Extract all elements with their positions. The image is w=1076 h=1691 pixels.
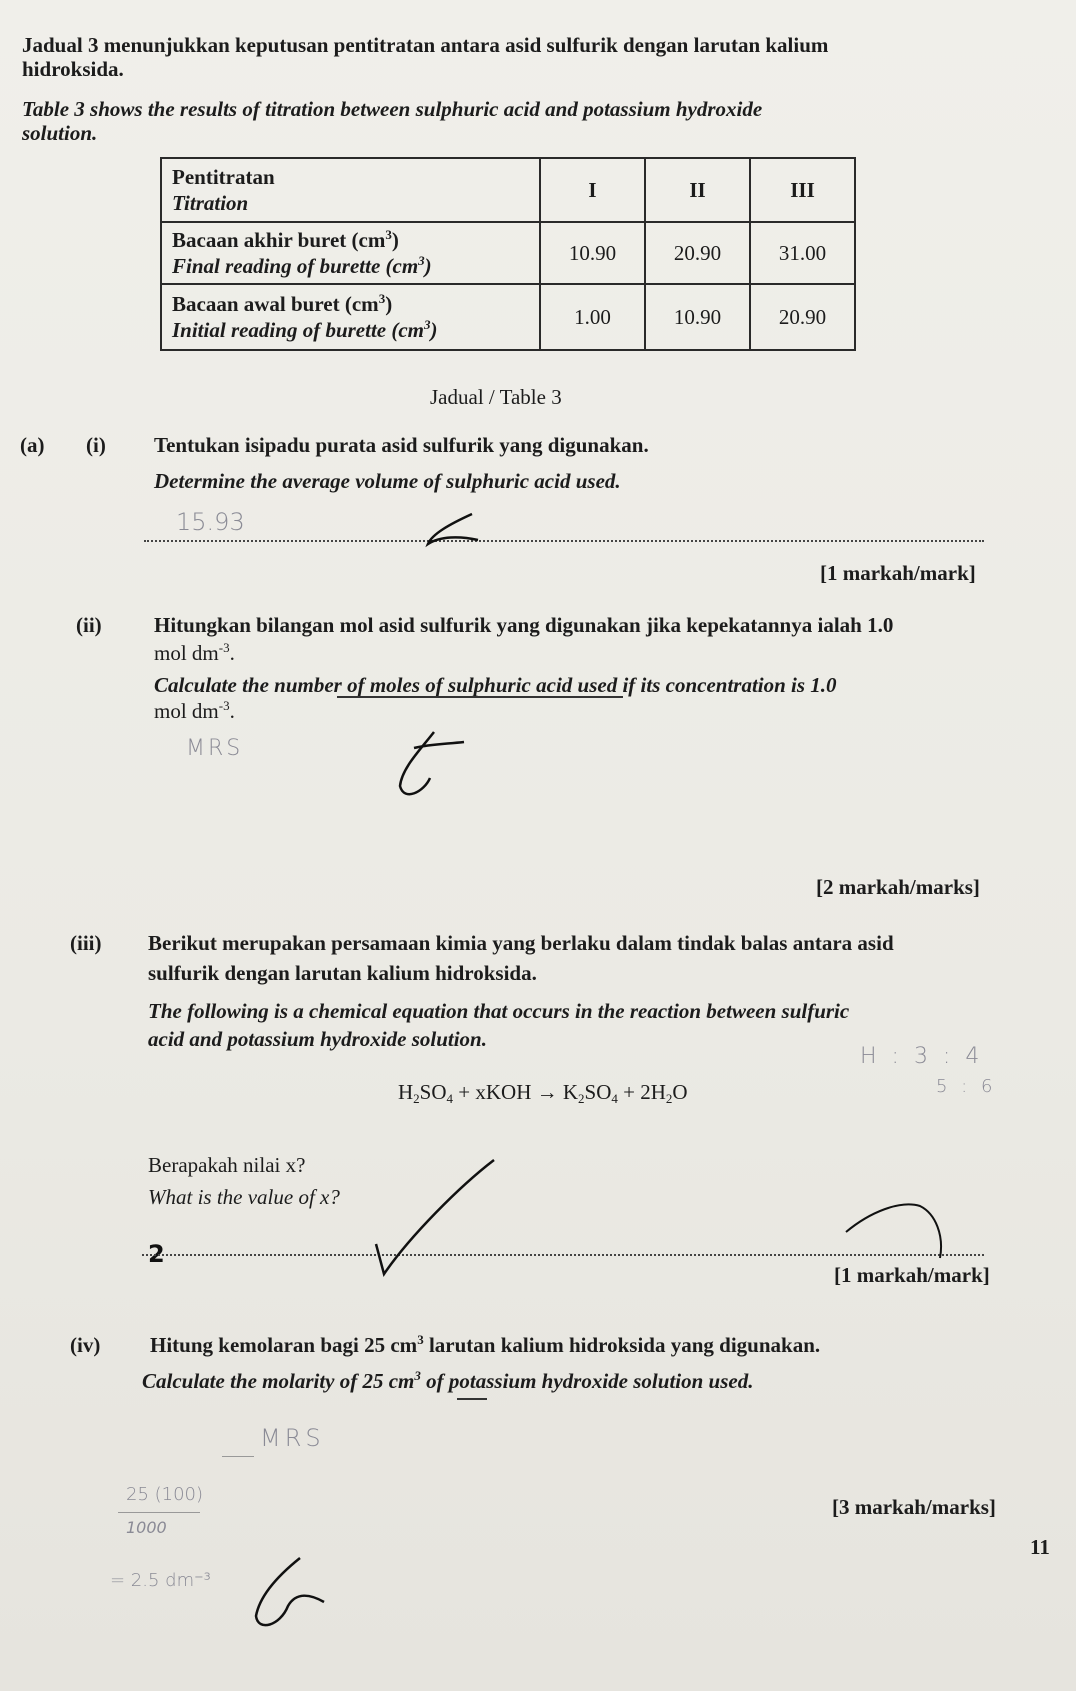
question-number: (iii) — [70, 931, 102, 955]
answer-line — [144, 540, 984, 542]
table-cell: 31.00 — [750, 222, 855, 284]
intro-english-line1: Table 3 shows the results of titration between sulphuric acid and potassium hydroxide — [22, 97, 763, 121]
col-header-3: III — [750, 158, 855, 222]
part-label: (a) — [20, 433, 45, 457]
intro-malay-line1: Jadual 3 menunjukkan keputusan pentitratan antara asid sulfurik dengan larutan kalium — [22, 33, 829, 57]
question-text-english: Calculate the molarity of 25 $cm^3$ of potassium hydroxide solution used. — [142, 1368, 754, 1393]
handwritten-denominator: 1000 — [126, 1518, 167, 1537]
question-unit-malay: mol $dm^{-3}$. — [154, 640, 235, 665]
table-row — [161, 222, 855, 284]
underline-mark — [457, 1398, 487, 1400]
col-header-1: I — [540, 158, 645, 222]
handwritten-note: H : 3 : 4 — [860, 1044, 984, 1069]
table-row — [161, 284, 855, 350]
marks-label: [1 markah/mark] — [834, 1263, 990, 1287]
question-text-malay-2: sulfurik dengan larutan kalium hidroksida. — [148, 961, 537, 985]
question-unit-english: mol $dm^{-3}$. — [154, 698, 235, 723]
handwritten-note: 5 : 6 — [936, 1076, 997, 1097]
question-number: (iv) — [70, 1333, 101, 1357]
header-english: Titration — [172, 191, 249, 215]
table-cell: 20.90 — [750, 284, 855, 350]
table-cell: 10.90 — [645, 284, 750, 350]
marks-label: [2 markah/marks] — [816, 875, 980, 899]
table-header-row — [161, 158, 855, 222]
cross-mark-icon — [420, 510, 490, 550]
handwritten-answer: 15.93 — [176, 508, 245, 536]
question-text-malay-1: Berikut merupakan persamaan kimia yang berlaku dalam tindak balas antara asid — [148, 931, 894, 955]
table-cell: 20.90 — [645, 222, 750, 284]
header-malay: Pentitratan — [172, 165, 275, 189]
handwritten-numerator: 25 (100) — [126, 1484, 204, 1505]
header-cell — [161, 158, 540, 222]
marks-label: [3 markah/marks] — [832, 1495, 996, 1519]
question-number: (ii) — [76, 613, 102, 637]
question-text-english-1: The following is a chemical equation that occurs in the reaction between sulfuric — [148, 999, 850, 1023]
cross-mark-icon — [240, 1550, 340, 1640]
sub-question-english: What is the value of x? — [148, 1185, 340, 1209]
row-label-malay: Bacaan awal buret (cm — [172, 292, 379, 316]
question-text-english-2: acid and potassium hydroxide solution. — [148, 1027, 487, 1051]
question-text-english: Determine the average volume of sulphuric acid used. — [154, 469, 621, 493]
underline-mark — [337, 696, 623, 698]
handwritten-dash — [222, 1456, 254, 1457]
intro-malay-line2: hidroksida. — [22, 57, 124, 81]
cross-mark-icon — [390, 724, 480, 804]
handwritten-working: MRS — [260, 1424, 325, 1452]
intro-english-line2: solution. — [22, 121, 98, 145]
table-cell: 1.00 — [540, 284, 645, 350]
question-number: (i) — [86, 433, 106, 457]
titration-table — [160, 157, 856, 351]
row-label-malay: Bacaan akhir buret (cm — [172, 228, 386, 252]
question-text-malay: Tentukan isipadu purata asid sulfurik yang digunakan. — [154, 433, 649, 457]
question-text-malay: Hitungkan bilangan mol asid sulfurik yang digunakan jika kepekatannya ialah 1.0 — [154, 613, 894, 637]
row-label-english: Initial reading of burette (cm — [172, 318, 424, 342]
col-header-2: II — [645, 158, 750, 222]
fraction-bar — [118, 1512, 200, 1513]
sub-question-malay: Berapakah nilai x? — [148, 1153, 306, 1177]
row-label-english: Final reading of burette (cm — [172, 254, 419, 278]
chemical-equation: $H_2SO_4$ + xKOH → $K_2SO_4 + 2H_2O$ — [398, 1080, 688, 1106]
handwritten-result: = 2.5 dm⁻³ — [110, 1570, 211, 1591]
table-caption: Jadual / Table 3 — [430, 385, 562, 409]
handwritten-answer: MRS — [186, 736, 244, 761]
question-text-english: Calculate the number of moles of sulphuric acid used if its concentration is 1.0 — [154, 673, 837, 697]
tick-mark-icon — [370, 1156, 620, 1286]
page-number: 11 — [1030, 1535, 1050, 1559]
marks-label: [1 markah/mark] — [820, 561, 976, 585]
table-cell: 10.90 — [540, 222, 645, 284]
annotation-arc-icon — [840, 1196, 950, 1266]
row-label-initial: Bacaan awal buret $(cm^3)$ Initial reading of burette $(cm^3)$ — [161, 284, 540, 350]
row-label-final: Bacaan akhir buret $(cm^3)$ Final reading of burette $(cm^3)$ — [161, 222, 540, 284]
handwritten-answer: 2 — [148, 1240, 165, 1268]
question-text-malay: Hitung kemolaran bagi 25 $cm^3$ larutan kalium hidroksida yang digunakan. — [150, 1332, 821, 1357]
